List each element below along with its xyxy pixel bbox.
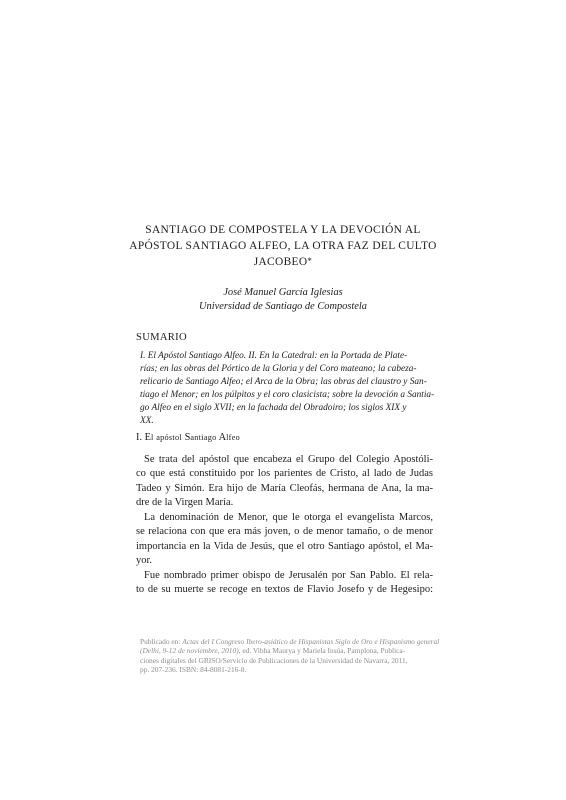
paragraph-line: yor. — [136, 554, 153, 566]
publication-note — [140, 637, 440, 675]
section-heading-word4-cap: A — [218, 432, 227, 443]
sumario-body — [140, 350, 435, 427]
sumario-line: tiago el Menor; en los púlpitos y el coro clasicista; sobre la devoción a Santia- — [140, 389, 435, 400]
article-title — [110, 222, 456, 271]
sumario-line: I. El Apóstol Santiago Alfeo. II. En la Catedral: en la Portada de Plate- — [140, 351, 408, 361]
section-heading-word3-cap: S — [184, 432, 191, 443]
paragraph-1 — [136, 453, 433, 510]
author-name: José Manuel García Iglesias — [223, 287, 343, 298]
sumario-line: rías; en las obras del Pórtico de la Gloria y del Coro mateano; la cabeza- — [140, 363, 417, 374]
section-heading-number: I. E — [136, 432, 152, 443]
paragraph-line: Tadeo y Simón. Era hijo de María Cleofás, hermana de Ana, la ma- — [136, 482, 433, 494]
paragraph-line: dre de la Virgen María. — [136, 496, 234, 508]
paragraph-line: Fue nombrado primer obispo de Jerusalén por San Pablo. El rela- — [144, 570, 433, 581]
author-block — [110, 286, 456, 314]
paragraph-line: La denominación de Menor, que le otorga el evangelista Marcos, — [144, 512, 433, 523]
paragraph-3 — [136, 569, 433, 598]
publication-note-prefix: Publicado en: — [140, 637, 183, 646]
section-heading-word4-rest: lfeo — [226, 433, 241, 442]
publication-note-line — [140, 637, 440, 646]
section-heading-word1-rest: l — [151, 433, 154, 442]
paragraph-line: to de su muerte se recoge en textos de Flavio Josefo y de Hegesipo: — [136, 584, 433, 596]
title-line-2: APÓSTOL SANTIAGO ALFEO, LA OTRA FAZ DEL CULTO — [129, 240, 437, 253]
title-line-3-text: JACOBEO — [253, 256, 308, 269]
section-heading — [136, 432, 240, 443]
section-heading-word2-cap: a — [156, 433, 161, 442]
author-affiliation: Universidad de Santiago de Compostela — [199, 301, 367, 313]
section-heading-word2-rest: póstol — [160, 433, 182, 442]
sumario-line: relicario de Santiago Alfeo; el Arca de la Obra; las obras del claustro y San- — [140, 376, 427, 387]
sumario-line: XX. — [140, 415, 154, 426]
title-line-1: SANTIAGO DE COMPOSTELA Y LA DEVOCIÓN AL — [145, 224, 421, 236]
paragraph-line: Se trata del apóstol que encabeza el Grupo del Colegio Apostóli- — [144, 454, 433, 465]
sumario-line: go Alfeo en el siglo XVII; en la fachada del Obradoiro; los siglos XIX y — [140, 402, 407, 413]
paragraph-line: co que está constituido por los parientes de Cristo, al lado de Judas — [136, 468, 433, 480]
sumario-heading: SUMARIO — [136, 332, 187, 343]
title-footnote-mark: * — [307, 256, 313, 267]
paragraph-line: se relaciona con que era más joven, o de menor tamaño, o de menor — [136, 526, 433, 538]
publication-note-editors: , ed. Vibha Maurya y Mariela Insúa, Pamplona, Publica- — [238, 646, 406, 656]
publication-note-line: pp. 207-236. ISBN: 84-8081-216-8. — [140, 665, 247, 675]
publication-note-line — [140, 646, 433, 655]
paragraph-line: importancia en la Vida de Jesús, que el otro Santiago apóstol, el Ma- — [136, 540, 433, 552]
publication-note-line: ciones digitales del GRISO/Servicio de Publicaciones de la Universidad de Navarra, 2011, — [140, 655, 408, 665]
section-heading-word3-rest: antiago — [190, 433, 217, 442]
publication-note-proceedings: Actas del I Congreso Ibero-asiático de Hispanistas Siglo de Oro e Hispanismo general — [182, 637, 440, 646]
publication-note-dates: (Delhi, 9-12 de noviembre, 2010) — [140, 646, 239, 656]
paragraph-2 — [136, 511, 433, 568]
title-line-3 — [110, 254, 456, 270]
